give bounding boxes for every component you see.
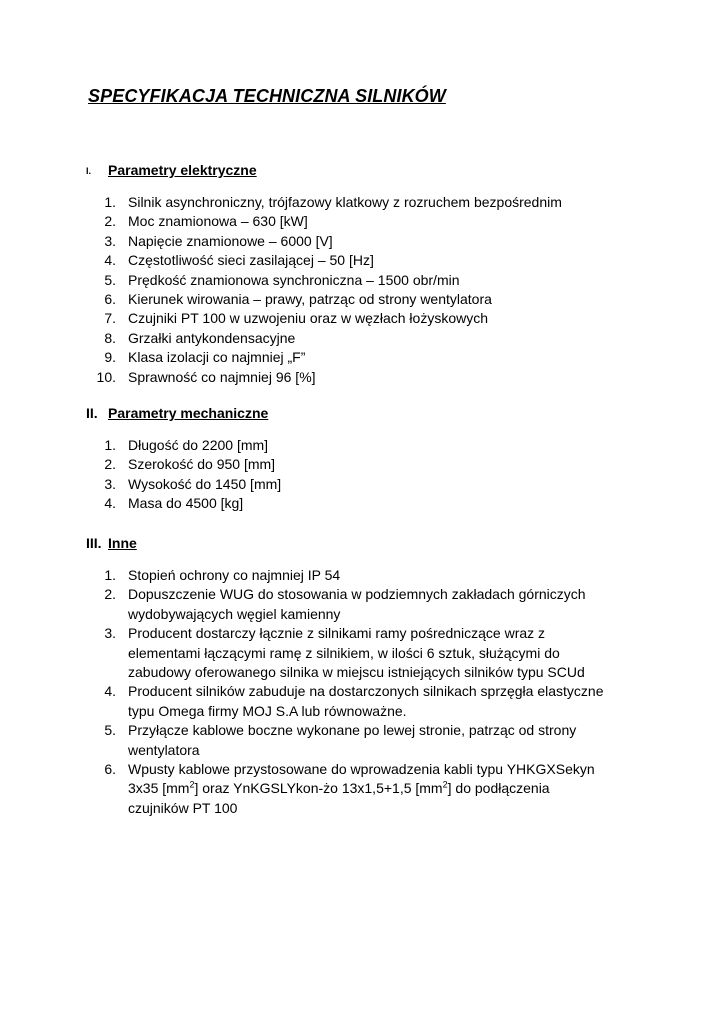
document-title: SPECYFIKACJA TECHNICZNA SILNIKÓW	[88, 86, 446, 106]
section-number: II.	[86, 405, 98, 421]
list-item: 1. Długość do 2200 [mm]	[104, 437, 269, 453]
list-item: 2. Moc znamionowa – 630 [kW]	[104, 213, 308, 230]
section-title: Parametry mechaniczne	[108, 405, 269, 421]
list-item: 7. Czujniki PT 100 w uzwojeniu oraz w węzłach łożyskowych	[104, 310, 489, 327]
list-item: 3. Producent dostarczy łącznie z silnikami ramy pośredniczące wraz z elementami łączącymi ramę z silnikiem, w ilości 6 sztuk, służącymi do zabudowy oferowanego silnika w miejscu istniejących silników typu SCUd	[104, 625, 585, 681]
list-item: 10. Sprawność co najmniej 96 [%]	[96, 368, 316, 385]
list-item: 4. Producent silników zabuduje na dostarczonych silnikach sprzęgła elastyczne typu Omega firmy MOJ S.A lub równoważne.	[104, 683, 604, 719]
list-item: 6. Wpusty kablowe przystosowane do wprowadzenia kabli typu YHKGXSekyn 3x35 $[mm^2]$ oraz YnKGSLYkon-żo 13x1,5+1,5 $[mm^2]$ do podłączenia czujników PT 100	[104, 761, 595, 816]
list-item: 1. Stopień ochrony co najmniej IP 54	[104, 567, 341, 583]
section-number: I.	[86, 166, 92, 177]
list-item: 1. Silnik asynchroniczny, trójfazowy klatkowy z rozruchem bezpośrednim	[104, 194, 562, 210]
section-title: Inne	[108, 535, 137, 551]
list-item: 5. Przyłącze kablowe boczne wykonane po lewej stronie, patrząc od strony wentylatora	[104, 722, 577, 758]
list-item: 2. Dopuszczenie WUG do stosowania w podziemnych zakładach górniczych wydobywających węgiel kamienny	[104, 586, 586, 622]
list-item: 4. Masa do 4500 [kg]	[104, 495, 244, 512]
list-item: 8. Grzałki antykondensacyjne	[104, 329, 296, 346]
other-requirements-list	[100, 566, 660, 818]
list-item: 3. Wysokość do 1450 [mm]	[104, 475, 282, 492]
list-item: 4. Częstotliwość sieci zasilającej – 50 [Hz]	[104, 252, 374, 269]
list-item: 9. Klasa izolacji co najmniej „F”	[104, 349, 306, 366]
section-heading-electrical	[86, 162, 257, 178]
electrical-parameters-list	[96, 193, 660, 387]
section-heading-other	[86, 535, 137, 551]
list-item: 5. Prędkość znamionowa synchroniczna – 1500 obr/min	[104, 271, 460, 288]
list-item: 6. Kierunek wirowania – prawy, patrząc od strony wentylatora	[104, 291, 492, 308]
section-title: Parametry elektryczne	[108, 162, 257, 178]
mechanical-parameters-list	[100, 436, 660, 514]
section-heading-mechanical	[86, 405, 268, 421]
list-item: 2. Szerokość do 950 [mm]	[104, 456, 276, 473]
list-item: 3. Napięcie znamionowe – 6000 [V]	[104, 232, 333, 249]
section-number: III.	[86, 535, 102, 551]
